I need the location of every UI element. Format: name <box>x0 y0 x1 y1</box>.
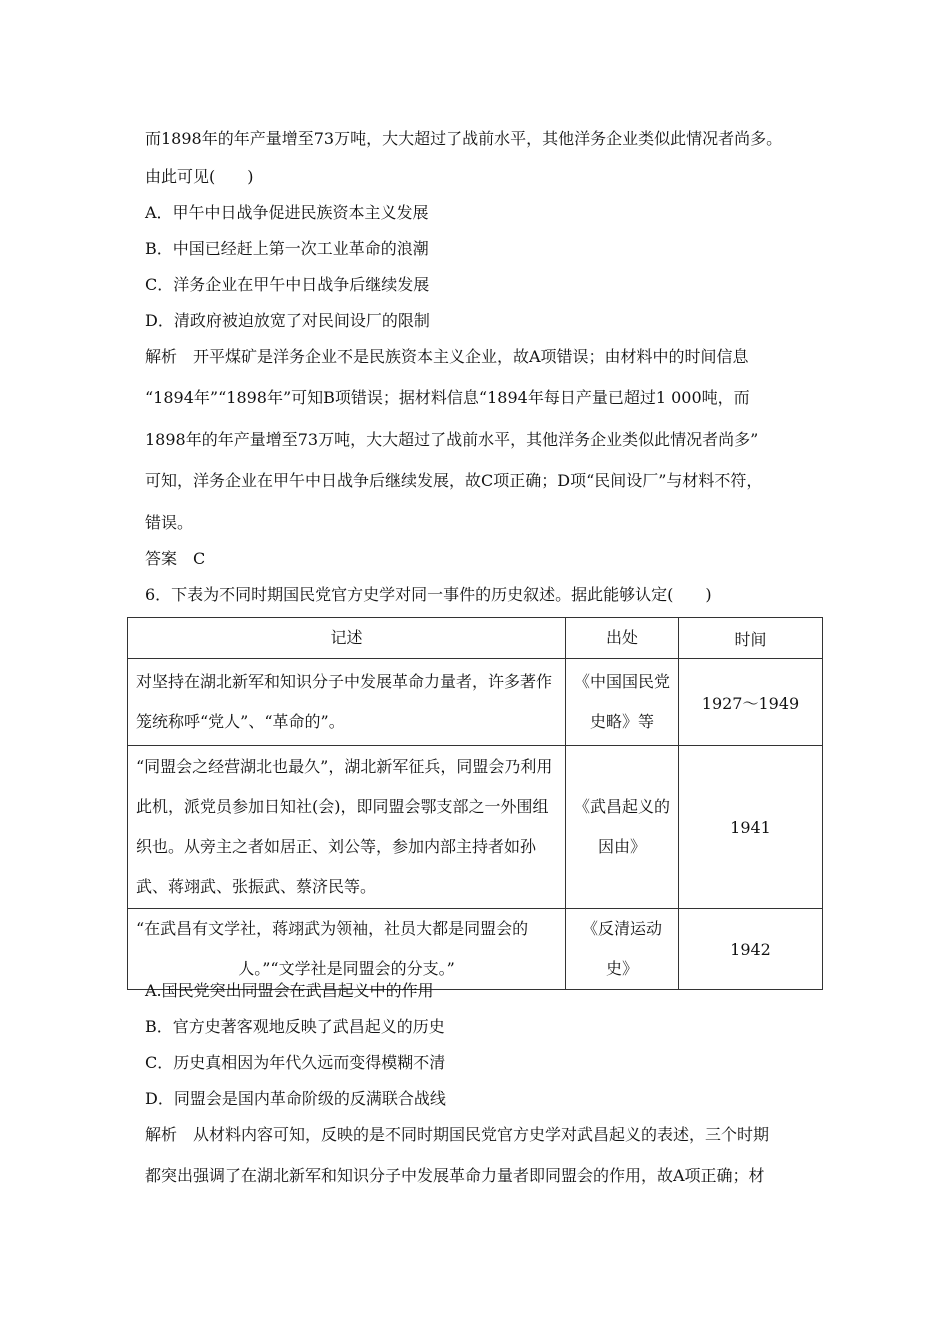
history-table <box>127 617 823 990</box>
table-row <box>128 909 823 990</box>
table-header-row <box>128 618 823 659</box>
analysis-line: 解析 开平煤矿是洋务企业不是民族资本主义企业，故A项错误；由材料中的时间信息 <box>145 347 749 366</box>
table-row <box>128 659 823 746</box>
question-6-stem: 6．下表为不同时期国民党官方史学对同一事件的历史叙述。据此能够认定( ) <box>145 585 712 604</box>
table-header-cell: 记述 <box>128 618 566 659</box>
analysis-line: 都突出强调了在湖北新军和知识分子中发展革命力量者即同盟会的作用，故A项正确；材 <box>145 1166 765 1185</box>
table-cell-time: 1941 <box>679 746 823 909</box>
table-cell-source: 《武昌起义的因由》 <box>566 746 679 909</box>
table-cell-text: 对坚持在湖北新军和知识分子中发展革命力量者，许多著作笼统称呼“党人”、“革命的”。 <box>128 659 566 746</box>
option-b: B．官方史著客观地反映了武昌起义的历史 <box>145 1017 445 1036</box>
table-cell-time: 1927～1949 <box>679 659 823 746</box>
analysis-line: 解析 从材料内容可知，反映的是不同时期国民党官方史学对武昌起义的表述，三个时期 <box>145 1125 770 1144</box>
table-cell-text: “同盟会之经营湖北也最久”，湖北新军征兵，同盟会乃利用此机，派党员参加日知社(会)，即同盟会鄂支部之一外围组织也。从旁主之者如居正、刘公等，参加内部主持者如孙武、蒋翊武、张振武、蔡济民等。 <box>128 746 566 909</box>
analysis-line: 可知，洋务企业在甲午中日战争后继续发展，故C项正确；D项“民间设厂”与材料不符， <box>145 471 763 490</box>
table-cell-source: 《中国国民党史略》等 <box>566 659 679 746</box>
table-cell-time: 1942 <box>679 909 823 990</box>
option-b: B．中国已经赶上第一次工业革命的浪潮 <box>145 239 429 258</box>
table-header-cell: 出处 <box>566 618 679 659</box>
analysis-line: “1894年”“1898年”可知B项错误；据材料信息“1894年每日产量已超过1 000吨，而 <box>145 388 750 407</box>
table-cell-text-line: 人。”“文学社是同盟会的分支。” <box>238 959 455 978</box>
option-d: D．同盟会是国内革命阶级的反满联合战线 <box>145 1089 446 1108</box>
text-line: 而1898年的年产量增至73万吨，大大超过了战前水平，其他洋务企业类似此情况者尚多。 <box>145 129 783 148</box>
option-c: C．历史真相因为年代久远而变得模糊不清 <box>145 1053 446 1072</box>
table-cell-text <box>128 909 566 990</box>
analysis-line: 1898年的年产量增至73万吨，大大超过了战前水平，其他洋务企业类似此情况者尚多” <box>145 430 759 449</box>
table-cell-source: 《反清运动史》 <box>566 909 679 990</box>
option-c: C．洋务企业在甲午中日战争后继续发展 <box>145 275 430 294</box>
table-row <box>128 746 823 909</box>
option-d: D．清政府被迫放宽了对民间设厂的限制 <box>145 311 430 330</box>
table-header-cell: 时间 <box>679 618 823 659</box>
option-a: A.国民党突出同盟会在武昌起义中的作用 <box>145 981 434 1000</box>
analysis-line: 错误。 <box>145 513 194 532</box>
table-cell-text-line: “在武昌有文学社，蒋翊武为领袖，社员大都是同盟会的 <box>136 919 529 938</box>
answer-line: 答案 C <box>145 549 206 568</box>
question-stem-end: 由此可见( ) <box>145 167 254 186</box>
option-a: A．甲午中日战争促进民族资本主义发展 <box>145 203 429 222</box>
